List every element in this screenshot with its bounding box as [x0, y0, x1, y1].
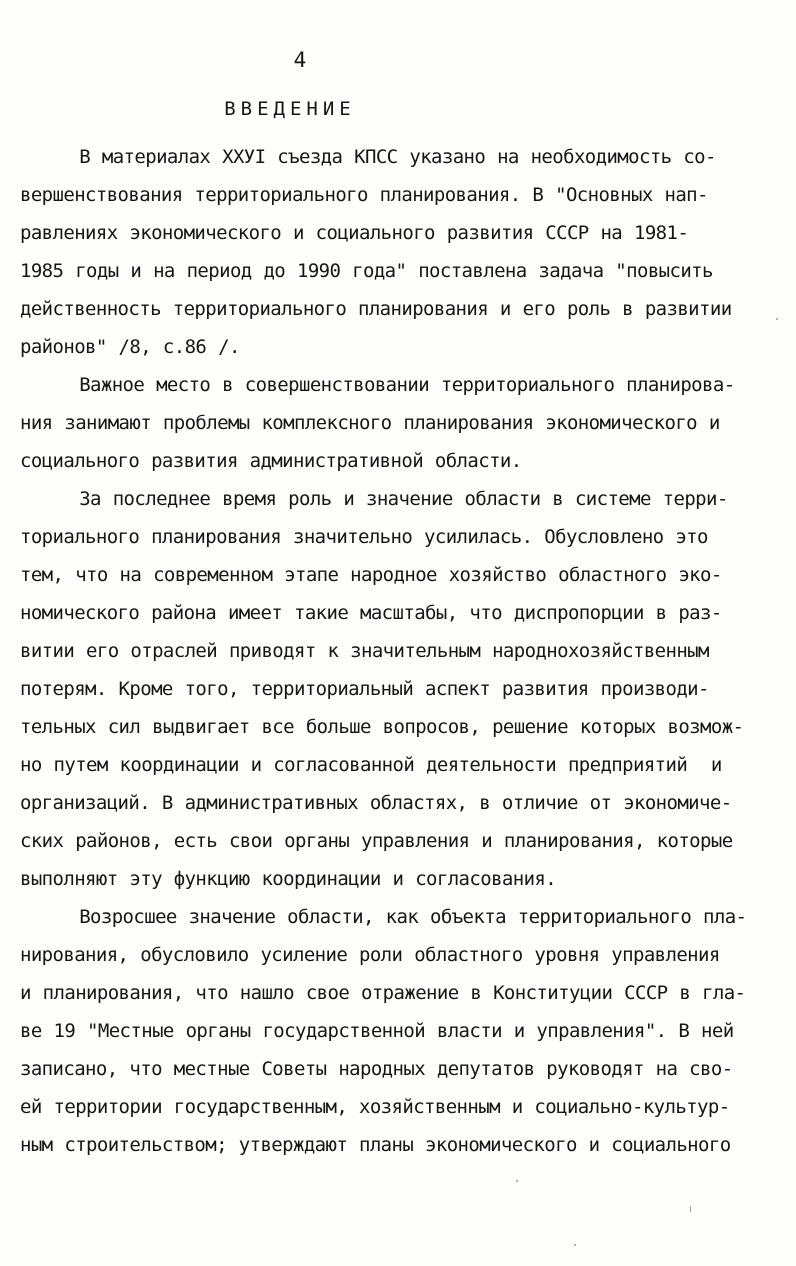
text-line: витии его отраслей приводят к значительным народнохозяйственным [20, 640, 709, 662]
text-line: ве 19 "Местные органы государственной власти и управления". В ней [20, 1020, 734, 1042]
text-line: потерям. Кроме того, территориальный аспект развития производи- [20, 678, 709, 700]
text-line: тем, что на современном этапе народное хозяйство областного эко- [20, 564, 722, 586]
text-line: выполняют эту функцию координации и согласования. [20, 868, 557, 890]
text-line: Возросшее значение области, как объекта территориального пла- [20, 906, 747, 928]
scan-speck [574, 1244, 576, 1246]
text-line: действенность территориального планирования и его роль в развитии [20, 298, 732, 320]
page-number: 4 [293, 48, 307, 72]
text-line: записано, что местные Советы народных депутатов руководят на сво- [20, 1058, 733, 1080]
text-line: но путем координации и согласованной деятельности предприятий и [20, 754, 722, 776]
text-line: ей территории государственным, хозяйственным и социально-культур- [20, 1096, 730, 1118]
text-line: В материалах ХХУI съезда КПСС указано на необходимость со- [20, 146, 716, 168]
text-line: номического района имеет такие масштабы, что диспропорции в раз- [20, 602, 722, 624]
text-line: ских районов, есть свои органы управления и планирования, которые [20, 830, 733, 852]
scan-speck [776, 318, 778, 320]
text-line: ториального планирования значительно усилилась. Обусловлено это [20, 526, 708, 548]
section-heading: ВВЕДЕНИЕ [224, 98, 356, 120]
text-line: организаций. В административных областях, в отличие от экономиче- [20, 792, 732, 814]
text-line: социального развития административной области. [20, 450, 522, 472]
text-line: ния занимают проблемы комплексного планирования экономического и [20, 412, 720, 434]
scan-speck [690, 1206, 691, 1212]
text-line: тельных сил выдвигает все больше вопросов, решение которых возмож- [20, 716, 744, 738]
text-line: равлениях экономического и социального развития СССР на 1981- [20, 222, 689, 244]
text-line: Важное место в совершенствовании территориального планирова- [20, 374, 735, 396]
text-line: нирования, обусловило усиление роли областного уровня управления [20, 944, 720, 966]
text-line: ным строительством; утверждают планы экономического и социального [20, 1134, 731, 1156]
text-line: и планирования, что нашло свое отражение в Конституции СССР в гла- [20, 982, 746, 1004]
text-line: 1985 годы и на период до 1990 года" поставлена задача "повысить [20, 260, 713, 282]
text-line: За последнее время роль и значение области в системе терри- [20, 488, 728, 510]
text-line: вершенствования территориального планирования. В "Основных нап- [20, 184, 708, 206]
text-line: районов" /8, с.86 /. [20, 336, 240, 358]
scan-speck [516, 1180, 518, 1182]
